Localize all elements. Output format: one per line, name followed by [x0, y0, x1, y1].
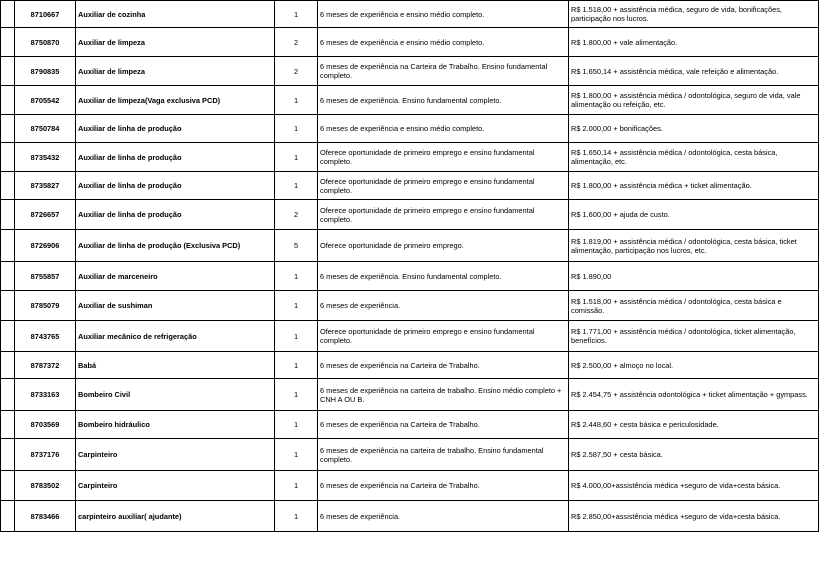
- job-title: Babá: [76, 352, 275, 379]
- job-benefits: R$ 2.850,00+assistência médica +seguro de vida+cesta básica.: [569, 501, 819, 532]
- vacancy-count: 2: [275, 57, 318, 86]
- vacancy-count: 1: [275, 86, 318, 115]
- job-title: Auxiliar de limpeza(Vaga exclusiva PCD): [76, 86, 275, 115]
- job-requirements: Oferece oportunidade de primeiro emprego e ensino fundamental completo.: [318, 172, 569, 200]
- table-row: [1, 57, 819, 86]
- job-title: Auxiliar de limpeza: [76, 28, 275, 57]
- row-margin-cell: [1, 86, 15, 115]
- job-code: 8790835: [15, 57, 76, 86]
- job-code: 8750870: [15, 28, 76, 57]
- job-requirements: Oferece oportunidade de primeiro emprego e ensino fundamental completo.: [318, 200, 569, 230]
- job-title: Auxiliar de linha de produção: [76, 115, 275, 143]
- row-margin-cell: [1, 471, 15, 501]
- job-code: 8735432: [15, 143, 76, 172]
- row-margin-cell: [1, 172, 15, 200]
- vacancy-count: 5: [275, 230, 318, 262]
- job-title: Carpinteiro: [76, 471, 275, 501]
- vacancy-count: 1: [275, 501, 318, 532]
- table-row: [1, 321, 819, 352]
- job-code: 8783466: [15, 501, 76, 532]
- vacancy-count: 1: [275, 115, 318, 143]
- job-code: 8737176: [15, 439, 76, 471]
- table-row: [1, 379, 819, 411]
- job-benefits: R$ 1.800,00 + vale alimentação.: [569, 28, 819, 57]
- vacancy-count: 1: [275, 379, 318, 411]
- job-benefits: R$ 1.518,00 + assistência médica / odontológica, cesta básica e comissão.: [569, 291, 819, 321]
- vacancy-count: 1: [275, 471, 318, 501]
- job-code: 8783502: [15, 471, 76, 501]
- row-margin-cell: [1, 501, 15, 532]
- row-margin-cell: [1, 115, 15, 143]
- job-requirements: 6 meses de experiência. Ensino fundamental completo.: [318, 86, 569, 115]
- vacancy-count: 1: [275, 411, 318, 439]
- job-title: Auxiliar mecânico de refrigeração: [76, 321, 275, 352]
- job-title: Auxiliar de marceneiro: [76, 262, 275, 291]
- job-requirements: 6 meses de experiência na Carteira de Trabalho.: [318, 352, 569, 379]
- vacancy-count: 1: [275, 143, 318, 172]
- job-code: 8733163: [15, 379, 76, 411]
- vacancy-count: 1: [275, 1, 318, 28]
- table-row: [1, 1, 819, 28]
- job-benefits: R$ 1.650,14 + assistência médica / odontológica, cesta básica, alimentação, etc.: [569, 143, 819, 172]
- job-code: 8750784: [15, 115, 76, 143]
- job-listings-body: [1, 1, 819, 532]
- job-benefits: R$ 1.800,00 + assistência médica / odontológica, seguro de vida, vale alimentação ou refeição, etc.: [569, 86, 819, 115]
- job-title: Auxiliar de cozinha: [76, 1, 275, 28]
- job-benefits: R$ 2.500,00 + almoço no local.: [569, 352, 819, 379]
- table-row: [1, 28, 819, 57]
- row-margin-cell: [1, 352, 15, 379]
- table-row: [1, 439, 819, 471]
- table-row: [1, 172, 819, 200]
- job-benefits: R$ 1.890,00: [569, 262, 819, 291]
- table-row: [1, 411, 819, 439]
- job-title: Auxiliar de linha de produção: [76, 200, 275, 230]
- row-margin-cell: [1, 291, 15, 321]
- job-code: 8726657: [15, 200, 76, 230]
- job-requirements: 6 meses de experiência na Carteira de Trabalho. Ensino fundamental completo.: [318, 57, 569, 86]
- job-code: 8755857: [15, 262, 76, 291]
- job-requirements: 6 meses de experiência.: [318, 291, 569, 321]
- vacancy-count: 2: [275, 200, 318, 230]
- job-requirements: 6 meses de experiência. Ensino fundamental completo.: [318, 262, 569, 291]
- job-benefits: R$ 1.771,00 + assistência médica / odontológica, ticket alimentação, benefícios.: [569, 321, 819, 352]
- vacancy-count: 1: [275, 262, 318, 291]
- job-benefits: R$ 2.000,00 + bonificações.: [569, 115, 819, 143]
- job-benefits: R$ 2.587,50 + cesta básica.: [569, 439, 819, 471]
- vacancy-count: 1: [275, 352, 318, 379]
- job-title: Auxiliar de linha de produção: [76, 172, 275, 200]
- job-title: Carpinteiro: [76, 439, 275, 471]
- job-requirements: Oferece oportunidade de primeiro emprego e ensino fundamental completo.: [318, 321, 569, 352]
- job-benefits: R$ 1.800,00 + assistência médica + ticket alimentação.: [569, 172, 819, 200]
- job-title: Auxiliar de linha de produção (Exclusiva PCD): [76, 230, 275, 262]
- job-requirements: 6 meses de experiência e ensino médio completo.: [318, 1, 569, 28]
- job-benefits: R$ 4.000,00+assistência médica +seguro de vida+cesta básica.: [569, 471, 819, 501]
- job-benefits: R$ 2.448,60 + cesta básica e periculosidade.: [569, 411, 819, 439]
- table-row: [1, 200, 819, 230]
- vacancy-count: 2: [275, 28, 318, 57]
- job-requirements: 6 meses de experiência na Carteira de Trabalho.: [318, 471, 569, 501]
- row-margin-cell: [1, 143, 15, 172]
- job-requirements: 6 meses de experiência na Carteira de Trabalho.: [318, 411, 569, 439]
- row-margin-cell: [1, 321, 15, 352]
- job-title: Auxiliar de sushiman: [76, 291, 275, 321]
- job-benefits: R$ 2.454,75 + assistência odontológica + ticket alimentação + gympass.: [569, 379, 819, 411]
- job-code: 8703569: [15, 411, 76, 439]
- job-code: 8787372: [15, 352, 76, 379]
- job-code: 8785079: [15, 291, 76, 321]
- table-row: [1, 471, 819, 501]
- job-code: 8705542: [15, 86, 76, 115]
- row-margin-cell: [1, 411, 15, 439]
- job-requirements: 6 meses de experiência.: [318, 501, 569, 532]
- table-row: [1, 291, 819, 321]
- vacancy-count: 1: [275, 321, 318, 352]
- job-title: carpinteiro auxiliar( ajudante): [76, 501, 275, 532]
- job-requirements: Oferece oportunidade de primeiro emprego e ensino fundamental completo.: [318, 143, 569, 172]
- job-requirements: 6 meses de experiência na carteira de trabalho. Ensino fundamental completo.: [318, 439, 569, 471]
- job-requirements: Oferece oportunidade de primeiro emprego.: [318, 230, 569, 262]
- job-title: Bombeiro Civil: [76, 379, 275, 411]
- table-row: [1, 230, 819, 262]
- row-margin-cell: [1, 57, 15, 86]
- table-row: [1, 86, 819, 115]
- vacancy-count: 1: [275, 439, 318, 471]
- row-margin-cell: [1, 262, 15, 291]
- job-requirements: 6 meses de experiência e ensino médio completo.: [318, 115, 569, 143]
- job-code: 8726906: [15, 230, 76, 262]
- job-requirements: 6 meses de experiência e ensino médio completo.: [318, 28, 569, 57]
- job-requirements: 6 meses de experiência na carteira de trabalho. Ensino médio completo + CNH A OU B.: [318, 379, 569, 411]
- row-margin-cell: [1, 439, 15, 471]
- row-margin-cell: [1, 230, 15, 262]
- job-benefits: R$ 1.600,00 + ajuda de custo.: [569, 200, 819, 230]
- vacancy-count: 1: [275, 291, 318, 321]
- table-row: [1, 143, 819, 172]
- job-benefits: R$ 1.819,00 + assistência médica / odontológica, cesta básica, ticket alimentação, participação nos lucros, etc.: [569, 230, 819, 262]
- table-row: [1, 262, 819, 291]
- job-code: 8735827: [15, 172, 76, 200]
- job-title: Bombeiro hidráulico: [76, 411, 275, 439]
- table-row: [1, 352, 819, 379]
- row-margin-cell: [1, 1, 15, 28]
- job-benefits: R$ 1.650,14 + assistência médica, vale refeição e alimentação.: [569, 57, 819, 86]
- table-row: [1, 115, 819, 143]
- vacancy-count: 1: [275, 172, 318, 200]
- row-margin-cell: [1, 200, 15, 230]
- row-margin-cell: [1, 379, 15, 411]
- job-code: 8710667: [15, 1, 76, 28]
- job-benefits: R$ 1.518,00 + assistência médica, seguro de vida, bonificações, participação nos lucros.: [569, 1, 819, 28]
- job-title: Auxiliar de linha de produção: [76, 143, 275, 172]
- job-code: 8743765: [15, 321, 76, 352]
- table-row: [1, 501, 819, 532]
- job-title: Auxiliar de limpeza: [76, 57, 275, 86]
- row-margin-cell: [1, 28, 15, 57]
